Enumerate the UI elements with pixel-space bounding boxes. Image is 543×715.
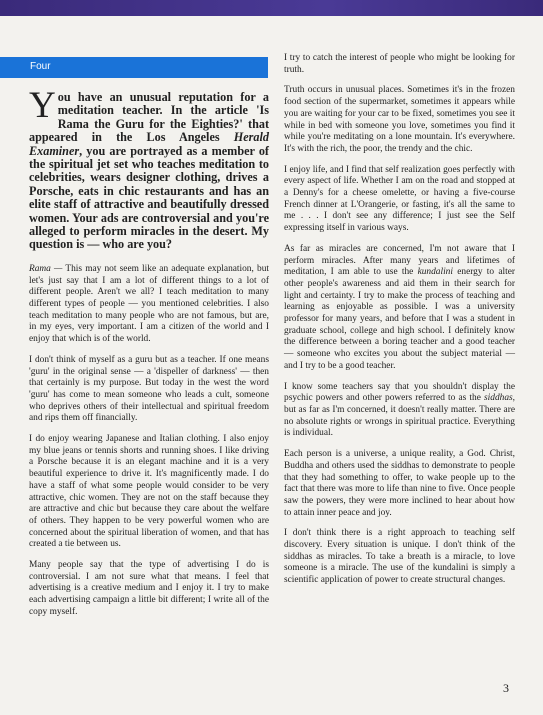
answer-paragraph: I don't think of myself as a guru but as a teacher. If one means 'guru' in the original sense — a 'dispeller of darkness' — then that certainly is my purpose. But today in the west the word 'guru' has come to mean someone who leads a cult, someone who deprives others of their intellectual and spiritual freedom and rips them off financially. bbox=[29, 354, 269, 424]
siddhas-term: siddhas bbox=[484, 393, 513, 404]
speaker-label: Rama — bbox=[29, 263, 63, 274]
page-number: 3 bbox=[503, 681, 509, 695]
interview-question bbox=[29, 85, 269, 252]
answer-text: , but as far as I'm concerned, it doesn't really matter. There are no absolute rights or wrongs in spiritual practice. Everything is individual. bbox=[284, 393, 515, 439]
answer-paragraph: I try to catch the interest of people who might be looking for truth. bbox=[284, 53, 515, 75]
question-text-1: ou have an unusual reputation for a meditation teacher. In the article 'Is Rama the Guru for the Eighties?' that appeared in the Los Angeles bbox=[29, 90, 269, 145]
drop-cap: Y bbox=[29, 85, 56, 126]
answer-paragraph bbox=[284, 244, 515, 373]
answer-text: I know some teachers say that you shouldn't display the psychic powers and other powers referred to as the bbox=[284, 381, 515, 404]
publication-name: Herald Examiner bbox=[29, 130, 269, 158]
answer-paragraph: Many people say that the type of advertising I do is controversial. I am not sure what that means. I feel that advertising is a creative medium and I enjoy it. I try to make each advertising campaign a little bit different; I write all of the copy myself. bbox=[29, 560, 269, 617]
answer-paragraph: Each person is a universe, a unique reality, a God. Christ, Buddha and others used the siddhas to demonstrate to people that they had something to offer, to wake people up to the fact that there was more to life than nine to five. Once people saw the powers, they were more inclined to hear about how to attain inner peace and joy. bbox=[284, 449, 515, 518]
answer-paragraph: Truth occurs in unusual places. Sometimes it's in the frozen food section of the supermarket, sometimes it appears while you are waiting for your car to be fixed, sometimes you see it while in bed with someone you love, sometimes you find it while you're meditating on a lone mountain. It's everywhere. It's with the rich, the poor, the trendy and the chic. bbox=[284, 85, 515, 154]
question-text-2: , you are portrayed as a member of the spiritual jet set who teaches meditation to celebrities, wears designer clothing, drives a Porsche, eats in chic restaurants and has an elite staff of attractive and beautifully dressed women. Your ads are controversial and you're alleged to perform miracles in the desert. My question is — who are you? bbox=[29, 143, 269, 252]
top-color-band bbox=[0, 0, 543, 16]
kundalini-term: kundalini bbox=[417, 267, 453, 278]
answer-text-1: This may not seem like an adequate explanation, but let's just say that I am a lot of different things to a lot of different people. Aren't we all? I teach meditation to many different types of people — you mentioned celebrities. I also teach meditation to many people who are not famous, but are, in my eyes, very important. I am a citizen of the world and I enjoy that which is of the world. bbox=[29, 263, 269, 345]
answer-paragraph: I don't think there is a right approach to teaching self discovery. Every situation is unique. I don't think of the siddhas as miracles. To take a breath is a miracle, to love someone is a miracle. The use of the kundalini is simply a scientific application of power to create structural changes. bbox=[284, 528, 515, 586]
answer-paragraph bbox=[29, 264, 269, 346]
answer-text: energy to alter other people's awareness and aid them in their search for light and certainty. I try to make the process of teaching and learning as enjoyable as possible. I was a university professor for many years, and before that I was a student in graduate school, college and high school. I definitely know the difference between a boring teacher and a good teacher — someone who excites you about the subject material — and I try to be a good teacher. bbox=[284, 267, 515, 371]
answer-paragraph: I do enjoy wearing Japanese and Italian clothing. I also enjoy my blue jeans or tennis shorts and running shoes. I like driving a Porsche because it is an elegant machine and it is a very beautiful experience to drive it. It's magnificently made. I do have a staff of what some people would consider to be very attractive, chic women. They are not on the staff because they are attractive and chic but because they care about the welfare of others. They happen to be very powerful women who are concerned about the spiritual liberation of women, and that has created a tie between us. bbox=[29, 434, 269, 550]
answer-paragraph: I enjoy life, and I find that self realization goes perfectly with every aspect of life. Whether I am on the road and stopped at a Denny's for a cheese omelette, or having a five-course French dinner at L'Orangerie, or fasting, it's all the same to me . . . I don't see any difference; I just see the Self expressing itself in various ways. bbox=[284, 164, 515, 234]
answer-paragraph bbox=[284, 382, 515, 441]
chapter-label: Four bbox=[30, 61, 51, 72]
left-column bbox=[29, 85, 269, 628]
answer-text: As far as miracles are concerned, I'm not aware that I perform miracles. After many years and lifetimes of meditation, I am able to use the bbox=[284, 243, 515, 278]
right-column bbox=[284, 53, 515, 596]
